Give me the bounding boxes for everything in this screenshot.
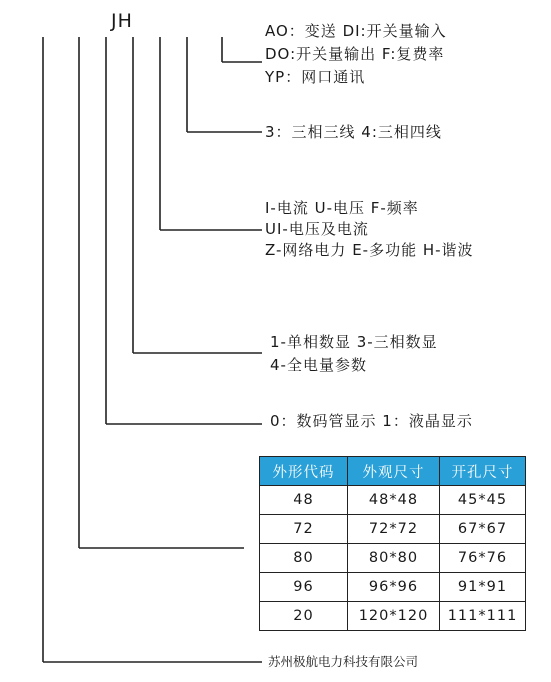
- header-cutout-size: 开孔尺寸: [440, 457, 526, 486]
- model-prefix: JH: [111, 10, 133, 32]
- output-line-3: YP：网口通讯: [265, 68, 366, 86]
- cell-cutout-size: 76*76: [440, 544, 526, 573]
- display-count-line-2: 4-全电量参数: [270, 356, 367, 374]
- header-outer-size: 外观尺寸: [348, 457, 440, 486]
- measure-line-3: Z-网络电力 E-多功能 H-谐波: [265, 241, 474, 259]
- display-count-line-1: 1-单相数显 3-三相数显: [270, 333, 438, 351]
- cell-shape-code: 20: [260, 602, 348, 631]
- cell-outer-size: 120*120: [348, 602, 440, 631]
- table-row: [260, 486, 526, 515]
- cell-shape-code: 48: [260, 486, 348, 515]
- company-name: 苏州极航电力科技有限公司: [268, 654, 419, 669]
- cell-shape-code: 72: [260, 515, 348, 544]
- cell-cutout-size: 45*45: [440, 486, 526, 515]
- table-row: [260, 602, 526, 631]
- cell-shape-code: 80: [260, 544, 348, 573]
- table-row: [260, 544, 526, 573]
- cell-outer-size: 48*48: [348, 486, 440, 515]
- cell-shape-code: 96: [260, 573, 348, 602]
- wiring-line-1: 3：三相三线 4:三相四线: [265, 123, 442, 141]
- cell-outer-size: 72*72: [348, 515, 440, 544]
- cell-outer-size: 80*80: [348, 544, 440, 573]
- table-row: [260, 573, 526, 602]
- display-type-line-1: 0：数码管显示 1：液晶显示: [270, 412, 473, 430]
- measure-line-1: I-电流 U-电压 F-频率: [265, 199, 419, 217]
- measure-line-2: UI-电压及电流: [265, 220, 369, 238]
- cell-outer-size: 96*96: [348, 573, 440, 602]
- header-shape-code: 外形代码: [260, 457, 348, 486]
- cell-cutout-size: 67*67: [440, 515, 526, 544]
- table-row: [260, 515, 526, 544]
- output-line-2: DO:开关量输出 F:复费率: [265, 45, 445, 63]
- size-table: [259, 456, 526, 631]
- cell-cutout-size: 111*111: [440, 602, 526, 631]
- output-line-1: AO：变送 DI:开关量输入: [265, 22, 447, 40]
- size-table-header: [260, 457, 526, 486]
- cell-cutout-size: 91*91: [440, 573, 526, 602]
